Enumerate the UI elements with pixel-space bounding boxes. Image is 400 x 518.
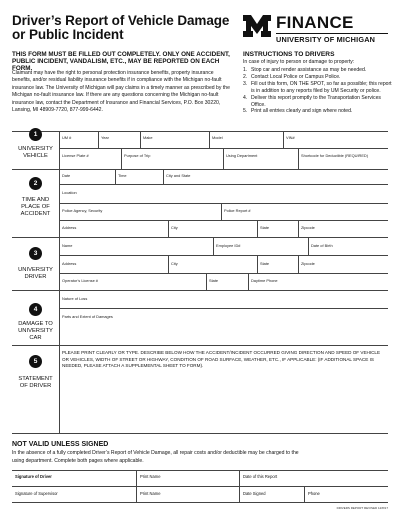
statement-instructions: PLEASE PRINT CLEARLY OR TYPE. DESCRIBE BELOW HOW THE ACCIDENT/INCIDENT OCCURRED GIVING DIRECTION AND SPEED OF VEHICLE OR VEHICLES, WIDTH OF STREET OR HIGHWAY, CONDITION OF ROAD SURFACE, WEATHER, ETC., IF APPLICABLE: (IF ADDITIONAL SPACE IS NEEDED, PLEASE ATTACH A SUPPLEMENTAL SHEET TO FORM).: [62, 350, 381, 369]
field-model[interactable]: Model: [212, 135, 223, 140]
section-label: DAMAGE TO UNIVERSITY CAR: [18, 321, 53, 341]
field-phone[interactable]: Phone: [308, 491, 320, 496]
field-driver-city[interactable]: City: [171, 261, 178, 266]
form-revision-footer: DRIVERS REPORT REVISED 12/8/17: [336, 506, 388, 510]
field-city[interactable]: City: [171, 225, 178, 230]
section-number-badge: 1: [29, 128, 42, 141]
field-employee-id[interactable]: Employee ID#: [216, 243, 241, 248]
field-date-of-report[interactable]: Date of this Report: [243, 474, 278, 479]
not-valid-text: In the absence of a fully completed Driver’s Report of Vehicle Damage, all repair costs and/or deductible may be charged to the using department. Complete both pages where applicable.: [12, 450, 299, 464]
field-purpose-of-trip[interactable]: Purpose of Trip: [124, 153, 151, 158]
statement-input-area[interactable]: [60, 375, 387, 431]
field-address[interactable]: Address: [62, 225, 77, 230]
warning-text: THIS FORM MUST BE FILLED OUT COMPLETELY. ONLY ONE ACCIDENT, PUBLIC INCIDENT, VANDALISM, ETC., MAY BE REPORTED ON EACH FORM.: [12, 51, 230, 72]
field-driver-address[interactable]: Address: [62, 261, 77, 266]
instruction-item: 5. Print all entries clearly and sign where noted.: [243, 108, 353, 115]
field-license-state[interactable]: State: [209, 278, 219, 283]
field-daytime-phone[interactable]: Daytime Phone: [251, 278, 278, 283]
field-police-agency[interactable]: Police Agency, Security: [62, 208, 103, 213]
field-signature-driver[interactable]: Signature of Driver: [15, 474, 52, 479]
block-m-logo-icon: [242, 14, 272, 38]
section-number-badge: 3: [29, 247, 42, 260]
instruction-item: 3. Fill out this form, ON THE SPOT, so far as possible; this report is in addition to any reports filed by UM Security or police.: [243, 80, 392, 94]
signature-grid: [12, 470, 388, 502]
section-university-driver: [12, 237, 388, 290]
section-label: TIME AND PLACE OF ACCIDENT: [20, 197, 51, 217]
section-label: STATEMENT OF DRIVER: [18, 376, 53, 389]
section-time-place: [12, 169, 388, 237]
field-using-department[interactable]: Using Department: [226, 153, 258, 158]
field-police-report[interactable]: Police Report #: [224, 208, 251, 213]
field-location[interactable]: Location: [62, 190, 77, 195]
field-date[interactable]: Date: [62, 173, 71, 178]
field-um-number[interactable]: UM #: [62, 135, 72, 140]
logo-university-text: UNIVERSITY OF MICHIGAN: [276, 33, 388, 44]
field-time[interactable]: Time: [118, 173, 127, 178]
field-driver-state[interactable]: State: [260, 261, 270, 266]
section-number-badge: 5: [29, 355, 42, 368]
section-number-badge: 2: [29, 177, 42, 190]
instruction-item: 4. Deliver this report promptly to the Transportation Services Office.: [243, 94, 381, 108]
section-statement: [12, 345, 388, 433]
instructions-list: [243, 67, 393, 115]
section-damage: [12, 290, 388, 345]
field-nature-of-loss[interactable]: Nature of Loss: [62, 296, 88, 301]
section-label: UNIVERSITY DRIVER: [18, 267, 53, 280]
field-year[interactable]: Year: [101, 135, 109, 140]
field-driver-name[interactable]: Name: [62, 243, 73, 248]
not-valid-heading: NOT VALID UNLESS SIGNED: [12, 441, 109, 448]
field-parts-damages[interactable]: Parts and Extent of Damages: [62, 314, 113, 319]
field-date-signed[interactable]: Date Signed: [243, 491, 266, 496]
field-state[interactable]: State: [260, 225, 270, 230]
section-number-badge: 4: [29, 303, 42, 316]
field-city-state[interactable]: City and State: [166, 173, 191, 178]
field-date-of-birth[interactable]: Date of Birth: [311, 243, 333, 248]
instruction-item: 1. Stop car and render assistance as may be needed.: [243, 67, 367, 73]
field-signature-supervisor[interactable]: Signature of Supervisor: [15, 491, 58, 496]
instructions-heading: INSTRUCTIONS TO DRIVERS: [243, 51, 335, 58]
title-line-1: Driver’s Report of Vehicle Damage: [12, 13, 230, 28]
instruction-item: 2. Contact Local Police or Campus Police.: [243, 73, 341, 80]
field-print-name-supervisor[interactable]: Print Name: [140, 491, 161, 496]
field-zipcode[interactable]: Zipcode: [301, 225, 315, 230]
field-shortcode[interactable]: Shortcode for Deductible (REQUIRED): [301, 153, 369, 158]
section-university-vehicle: [12, 131, 388, 169]
logo-finance-text: FINANCE: [276, 13, 354, 32]
field-make[interactable]: Make: [143, 135, 153, 140]
field-driver-zipcode[interactable]: Zipcode: [301, 261, 315, 266]
field-vin[interactable]: VIN#: [286, 135, 295, 140]
field-license-plate[interactable]: License Plate #: [62, 153, 89, 158]
claimant-notice: Claimant may have the right to personal protection insurance benefits, property insurance benefits, and/or residual liability insurance benefits if in compliance with the Michigan no-fault insurance law. The University of Michigan will pay claims in a timely manner as prescribed by the Michigan no-fault insurance law. If there are any questions concerning the Michigan no-fault insurance law, contact the Department of Insurance and Financial Services, P.O. Box 30220, Lansing, MI 48909-7720, 877-999-6442.: [12, 70, 230, 114]
page-title: [12, 14, 229, 42]
field-print-name-driver[interactable]: Print Name: [140, 474, 161, 479]
field-operator-license[interactable]: Operator’s License #: [62, 278, 98, 283]
title-line-2: or Public Incident: [12, 27, 124, 42]
section-label: UNIVERSITY VEHICLE: [18, 146, 53, 159]
instructions-intro: In case of injury to person or damage to property:: [243, 59, 355, 65]
